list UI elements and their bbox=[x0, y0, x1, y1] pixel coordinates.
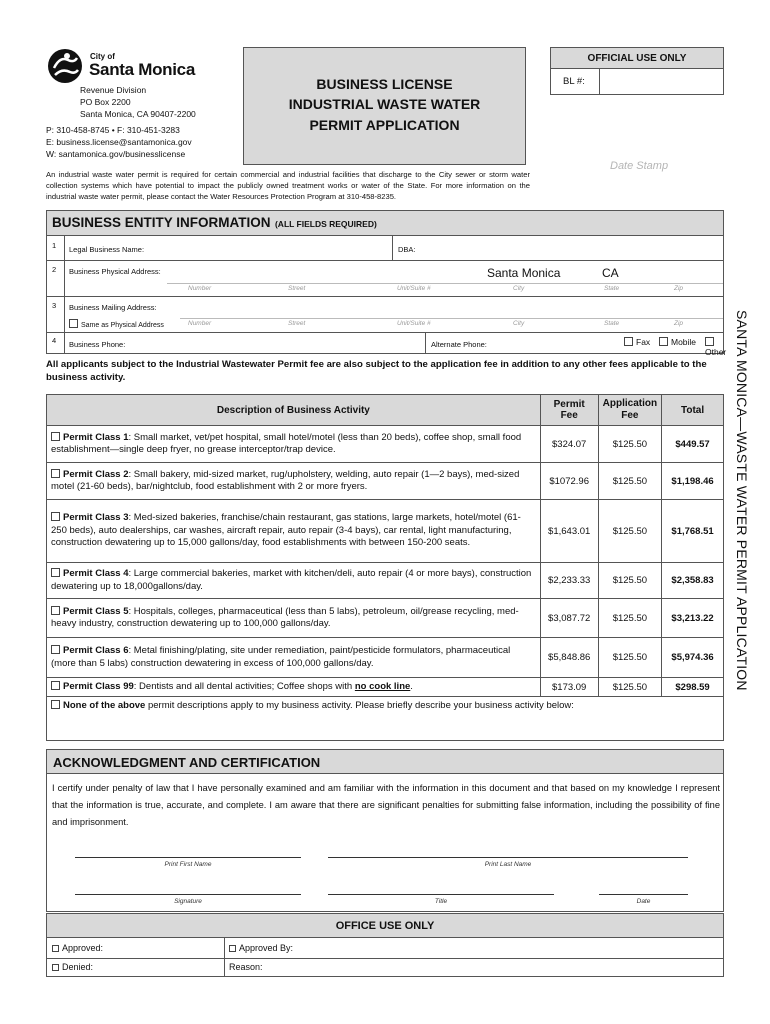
permit-fee: $3,087.72 bbox=[540, 599, 598, 638]
permit-fee: $1072.96 bbox=[540, 463, 598, 500]
first-name-field[interactable] bbox=[75, 840, 301, 857]
permit-class-6-cell[interactable] bbox=[47, 638, 541, 678]
table-row bbox=[47, 426, 724, 463]
official-use-heading: OFFICIAL USE ONLY bbox=[551, 48, 723, 69]
application-fee: $125.50 bbox=[598, 638, 661, 678]
permit-fee: $1,643.01 bbox=[540, 500, 598, 563]
first-name-caption: Print First Name bbox=[164, 861, 212, 868]
total-fee: $298.59 bbox=[662, 678, 724, 697]
intro-paragraph: An industrial waste water permit is required for certain commercial and industrial facilities that discharge to the City sewer or storm water collection systems which have potential to impact the publicly owned treatment works or water of the State. For more information on the industrial waste water permit, please contact the Water Resources Protection Program at 310-458-8235. bbox=[46, 170, 530, 201]
checkbox-icon bbox=[51, 512, 60, 521]
row-number-1: 1 bbox=[52, 241, 57, 250]
city-state-zip: Santa Monica, CA 90407-2200 bbox=[80, 109, 196, 119]
table-row bbox=[47, 463, 724, 500]
permit-class-desc: : Dentists and all dental activities; Coffee shops with bbox=[133, 680, 355, 692]
checkbox-icon bbox=[51, 700, 60, 709]
business-phone-field[interactable] bbox=[137, 334, 377, 352]
checkbox-icon bbox=[51, 568, 60, 577]
none-of-above-text: permit descriptions apply to my business activity. Please briefly describe your business activity below: bbox=[145, 700, 574, 711]
checkbox-icon bbox=[52, 964, 59, 971]
permit-class-2-cell[interactable] bbox=[47, 463, 541, 500]
logo-city-name: Santa Monica bbox=[89, 60, 195, 79]
same-as-physical-label: Same as Physical Address bbox=[81, 322, 164, 329]
total-fee: $5,974.36 bbox=[662, 638, 724, 678]
ack-heading-text: ACKNOWLEDGMENT AND CERTIFICATION bbox=[53, 755, 321, 770]
permit-class-desc: : Med-sized bakeries, franchise/chain restaurant, gas stations, large markets, hotel/motel (61-250 beds), auto dealerships, car washes, aircraft repair, auto repair (3-4 bays), car rental, light manufacturing, construction dewatering up to 15,000 gallons/day, food establishments with between 150-200 seats. bbox=[51, 512, 521, 549]
none-of-above-cell[interactable] bbox=[47, 697, 724, 741]
checkbox-icon bbox=[659, 337, 668, 346]
entity-heading-note: (ALL FIELDS REQUIRED) bbox=[274, 219, 377, 229]
denied-checkbox[interactable] bbox=[52, 962, 93, 972]
table-row bbox=[47, 678, 724, 697]
other-checkbox[interactable] bbox=[705, 337, 726, 357]
permit-class-desc: : Metal finishing/plating, site under remediation, paint/pesticide formulators, pharmaceutical (more than 5 labs) construction dewatering in excess of 100,000 gallons/day. bbox=[51, 645, 511, 669]
entity-grid bbox=[46, 236, 727, 357]
table-row bbox=[47, 697, 724, 741]
permit-class-desc-end: . bbox=[410, 680, 413, 692]
city-logo bbox=[46, 46, 206, 86]
reason-label: Reason: bbox=[229, 962, 263, 972]
title-caption: Title bbox=[434, 898, 448, 905]
hint-zip: Zip bbox=[674, 320, 684, 327]
application-fee: $125.50 bbox=[598, 500, 661, 563]
side-title: SANTA MONICA—WASTE WATER PERMIT APPLICATION bbox=[734, 310, 750, 691]
permit-fee: $173.09 bbox=[540, 678, 598, 697]
permit-fee: $5,848.86 bbox=[540, 638, 598, 678]
permit-class-4-cell[interactable] bbox=[47, 563, 541, 599]
hint-city: City bbox=[513, 285, 525, 292]
date-stamp-area: Date Stamp bbox=[610, 160, 669, 172]
checkbox-icon bbox=[69, 319, 78, 328]
permit-class-name: Permit Class 3 bbox=[63, 512, 129, 524]
application-fee: $125.50 bbox=[598, 426, 661, 463]
dba-field[interactable] bbox=[422, 238, 718, 258]
po-box: PO Box 2200 bbox=[80, 97, 131, 107]
permit-class-3-cell[interactable] bbox=[47, 500, 541, 563]
hint-street: Street bbox=[288, 285, 306, 292]
last-name-field[interactable] bbox=[328, 840, 688, 857]
form-title-line3: PERMIT APPLICATION bbox=[309, 116, 460, 133]
checkbox-icon bbox=[705, 337, 714, 346]
legal-name-label: Legal Business Name: bbox=[69, 245, 145, 254]
table-row bbox=[47, 563, 724, 599]
physical-city-value: Santa Monica bbox=[487, 266, 561, 280]
fee-table-header bbox=[47, 395, 724, 426]
col-description: Description of Business Activity bbox=[47, 395, 541, 426]
signature-caption: Signature bbox=[174, 898, 202, 905]
date-field[interactable] bbox=[599, 877, 688, 894]
approved-by-checkbox[interactable] bbox=[229, 943, 293, 953]
alternate-phone-label: Alternate Phone: bbox=[431, 340, 487, 349]
fee-table bbox=[46, 394, 724, 741]
permit-fee: $324.07 bbox=[540, 426, 598, 463]
permit-fee: $2,233.33 bbox=[540, 563, 598, 599]
none-of-above-label: None of the above bbox=[63, 700, 146, 711]
application-fee: $125.50 bbox=[598, 678, 661, 697]
permit-class-99-cell[interactable] bbox=[47, 678, 541, 697]
hint-street: Street bbox=[288, 320, 306, 327]
table-row bbox=[47, 599, 724, 638]
bl-number-field[interactable] bbox=[599, 69, 724, 94]
revenue-division: Revenue Division bbox=[80, 85, 147, 95]
total-fee: $3,213.22 bbox=[662, 599, 724, 638]
checkbox-icon bbox=[624, 337, 633, 346]
col-total: Total bbox=[662, 395, 724, 426]
permit-class-desc: : Hospitals, colleges, pharmaceutical (less than 5 labs), petroleum, oil/grease recycling, med-heavy industry, construction dewatering up to 100,000 gallons/day. bbox=[51, 605, 519, 629]
denied-label: Denied: bbox=[62, 962, 94, 972]
official-use-box bbox=[550, 47, 724, 95]
other-label: Other bbox=[705, 347, 727, 357]
permit-class-desc: : Small bakery, mid-sized market, rug/upholstery, welding, auto repair (1—2 bays), med-sized motel (21-60 beds), bar/nightclub, food establishment with 2 or more fryers. bbox=[51, 468, 520, 492]
permit-class-name: Permit Class 4 bbox=[63, 568, 129, 580]
hint-unit: Unit/Suite # bbox=[397, 320, 431, 327]
hint-unit: Unit/Suite # bbox=[397, 285, 431, 292]
hint-state: State bbox=[604, 320, 620, 327]
same-as-physical-checkbox[interactable] bbox=[69, 319, 164, 329]
date-caption: Date bbox=[636, 898, 651, 905]
city-logo-icon bbox=[46, 46, 84, 86]
table-row bbox=[47, 638, 724, 678]
hint-city: City bbox=[513, 320, 525, 327]
checkbox-icon bbox=[51, 681, 60, 690]
mobile-label: Mobile bbox=[671, 337, 697, 347]
permit-class-name: Permit Class 99 bbox=[63, 680, 134, 692]
mailing-address-field[interactable] bbox=[185, 298, 720, 316]
physical-address-label: Business Physical Address: bbox=[69, 267, 161, 276]
checkbox-icon bbox=[51, 432, 60, 441]
entity-heading bbox=[46, 210, 724, 236]
certification-text: I certify under penalty of law that I have personally examined and am familiar with the information in this document and that based on my knowledge I represent that the information is true, accurate, and complete. I am aware that there are significant penalties for submitting false information, including the possibility of fine and imprisonment. bbox=[52, 783, 720, 828]
total-fee: $1,198.46 bbox=[662, 463, 724, 500]
ack-heading bbox=[46, 749, 724, 774]
col-application-fee: Application Fee bbox=[598, 395, 661, 426]
business-phone-label: Business Phone: bbox=[69, 340, 126, 349]
table-row bbox=[47, 500, 724, 563]
fee-notice: All applicants subject to the Industrial Wastewater Permit fee are also subject to the application fee in addition to any other fees applicable to the business activity. bbox=[46, 359, 707, 384]
form-title-line1: BUSINESS LICENSE bbox=[316, 76, 453, 92]
checkbox-icon bbox=[51, 606, 60, 615]
col-permit-fee: Permit Fee bbox=[540, 395, 598, 426]
hint-zip: Zip bbox=[674, 285, 684, 292]
permit-class-name: Permit Class 2 bbox=[63, 468, 129, 480]
entity-heading-text: BUSINESS ENTITY INFORMATION bbox=[52, 215, 271, 230]
application-fee: $125.50 bbox=[598, 463, 661, 500]
office-use-heading: OFFICE USE ONLY bbox=[47, 914, 723, 938]
fax-label: Fax bbox=[636, 337, 651, 347]
form-title-box bbox=[243, 47, 526, 165]
row-number-4: 4 bbox=[52, 336, 57, 345]
last-name-caption: Print Last Name bbox=[484, 861, 532, 868]
mobile-checkbox[interactable] bbox=[659, 337, 696, 347]
physical-address-field[interactable] bbox=[185, 262, 485, 280]
application-fee: $125.50 bbox=[598, 599, 661, 638]
phone-fax: P: 310-458-8745 • F: 310-451-3283 bbox=[46, 125, 180, 135]
email-contact: E: business.license@santamonica.gov bbox=[46, 137, 192, 147]
mailing-address-label: Business Mailing Address: bbox=[69, 303, 157, 312]
legal-name-field[interactable] bbox=[187, 238, 392, 258]
total-fee: $2,358.83 bbox=[662, 563, 724, 599]
permit-class-name: Permit Class 1 bbox=[63, 431, 129, 443]
physical-state-value: CA bbox=[602, 266, 619, 280]
website-contact: W: santamonica.gov/businesslicense bbox=[46, 149, 186, 159]
permit-class-desc: : Small market, vet/pet hospital, small hotel/motel (less than 20 beds), coffee shop, small food establishment—single deep fryer, no grease interceptor/trap device. bbox=[51, 431, 522, 455]
total-fee: $449.57 bbox=[662, 426, 724, 463]
row-number-2: 2 bbox=[52, 265, 57, 274]
approved-by-label: Approved By: bbox=[239, 943, 294, 953]
logo-small-text: City of bbox=[90, 52, 115, 61]
title-field[interactable] bbox=[328, 877, 554, 894]
checkbox-icon bbox=[52, 945, 59, 952]
hint-number: Number bbox=[188, 320, 212, 327]
permit-class-1-cell[interactable] bbox=[47, 426, 541, 463]
permit-class-name: Permit Class 6 bbox=[63, 645, 129, 657]
hint-state: State bbox=[604, 285, 620, 292]
row-number-3: 3 bbox=[52, 301, 57, 310]
checkbox-icon bbox=[229, 945, 236, 952]
bl-number-label: BL #: bbox=[563, 76, 585, 87]
no-cook-line-text: no cook line bbox=[354, 680, 411, 692]
hint-number: Number bbox=[188, 285, 212, 292]
checkbox-icon bbox=[51, 469, 60, 478]
form-title-line2: INDUSTRIAL WASTE WATER bbox=[288, 96, 481, 113]
approved-checkbox[interactable] bbox=[52, 943, 103, 953]
permit-class-desc: : Large commercial bakeries, market with kitchen/deli, auto repair (4 or more bays), construction dewatering up to 18,000gallons/day. bbox=[51, 568, 532, 592]
permit-class-5-cell[interactable] bbox=[47, 599, 541, 638]
reason-field[interactable] bbox=[272, 959, 722, 976]
permit-class-name: Permit Class 5 bbox=[63, 605, 129, 617]
approved-label: Approved: bbox=[62, 943, 104, 953]
office-use-box bbox=[46, 913, 724, 977]
dba-label: DBA: bbox=[398, 245, 416, 254]
total-fee: $1,768.51 bbox=[662, 500, 724, 563]
fax-checkbox[interactable] bbox=[624, 337, 650, 347]
ack-box bbox=[46, 774, 724, 912]
application-fee: $125.50 bbox=[598, 563, 661, 599]
checkbox-icon bbox=[51, 645, 60, 654]
signature-field[interactable] bbox=[75, 877, 301, 894]
alternate-phone-field[interactable] bbox=[507, 334, 619, 352]
